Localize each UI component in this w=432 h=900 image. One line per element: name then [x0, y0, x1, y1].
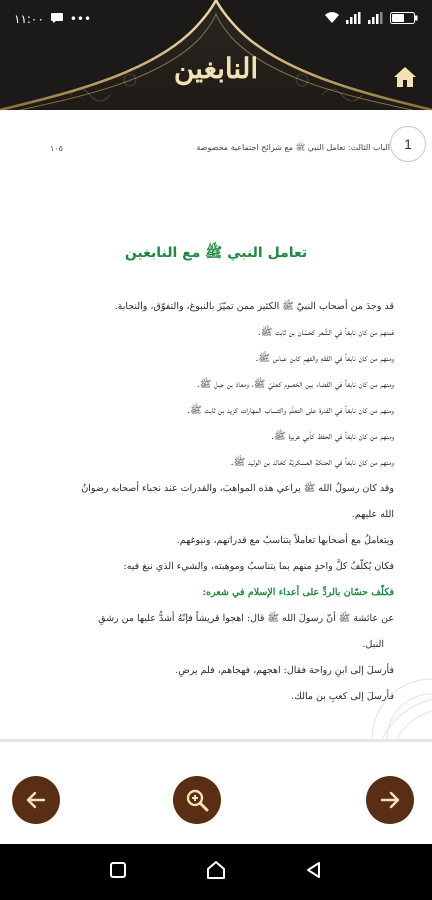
text-line: فأرسلَ إلى كعبِ بن مالك.	[291, 691, 394, 702]
text-line: عن عائشة ﷺ أنّ رسولَ الله ﷺ قال: اهجوا قريشاً فإنّهُ أشدُّ عليها من رشقِ	[98, 613, 394, 624]
signal-icon	[346, 12, 362, 27]
bottom-navigation	[0, 742, 432, 844]
home-button[interactable]	[392, 64, 418, 90]
chapter-header-text: الباب الثالث: تعامل النبي ﷺ مع شرائح اجتماعية مخصوصة	[196, 143, 390, 152]
text-line: ومنهم من كان نابغاً في القضاء بين الخصوم كعليّ ﷺ، ومعاذ بن جبل ﷺ.	[196, 379, 394, 390]
text-line: فمنهم من كان نابغاً في الشِّعر كحسّان بن ثابت ﷺ.	[257, 327, 394, 338]
text-line: ومنهم من كان نابغاً في الفقهِ والفهمِ كابنِ عباس ﷺ.	[255, 353, 394, 364]
text-line: ومنهم من كان نابغاً في القدرة على التعلّم واكتساب المهارات كزيد بن ثابت ﷺ.	[187, 405, 394, 416]
page-title: النابغين	[173, 52, 259, 85]
text-line: فكلّف حسّان بالردِّ على أعداء الإسلام في شعره:	[202, 587, 394, 598]
status-bar	[0, 0, 432, 38]
body-text	[34, 294, 394, 710]
book-page[interactable]	[0, 110, 432, 742]
next-page-button[interactable]	[366, 776, 414, 824]
page-number: ١٠٥	[50, 143, 63, 153]
arrow-right-icon	[378, 788, 402, 812]
text-line: فكان يُكلّفُ كلَّ واحدٍ منهم بما يتناسبُ وموهبته، والشيء الذي نبغ فيه:	[123, 561, 394, 572]
home-icon	[392, 64, 418, 90]
zoom-in-icon	[184, 787, 210, 813]
wifi-icon	[324, 12, 340, 27]
chat-icon	[50, 12, 64, 27]
app-header	[0, 0, 432, 110]
text-line: قد وجدَ من أصحاب النبيّ ﷺ الكثير ممن تميّزَ بالنبوغ، والتفوّق، والنجابة.	[114, 301, 394, 312]
system-home-button[interactable]	[206, 860, 226, 884]
text-line: ومنهم من كان نابغاً في الحفظ كأبي هريرة ﷺ.	[271, 431, 394, 442]
previous-page-button[interactable]	[12, 776, 60, 824]
back-button[interactable]	[305, 861, 323, 883]
zoom-button[interactable]	[173, 776, 221, 824]
back-triangle-icon	[305, 861, 323, 879]
text-line: وقد كان رسولُ الله ﷺ يراعي هذه المواهبَ، والقدرات عند نجباء أصحابه رضوانُ	[81, 483, 394, 494]
arrow-left-icon	[24, 788, 48, 812]
system-navigation-bar	[0, 844, 432, 900]
text-line: ويتعاملُ مع أصحابها تعاملاً يتناسبُ مع قدراتهم، ونبوغهم.	[176, 535, 394, 546]
corner-ornament	[362, 629, 432, 739]
home-outline-icon	[206, 860, 226, 880]
signal-icon-2	[368, 12, 384, 27]
text-line: الله عليهم.	[351, 509, 394, 520]
clock: ١١:٠٠	[14, 12, 44, 26]
status-right	[324, 11, 418, 28]
recents-button[interactable]	[109, 861, 127, 883]
text-line: ومنهم من كان نابغاً في الحنكةِ العسكريّة كخالد بن الوليد ﷺ.	[230, 457, 394, 468]
text-line: النبل.	[362, 639, 384, 650]
status-left	[14, 12, 91, 27]
running-header	[50, 142, 390, 154]
recents-icon	[109, 861, 127, 879]
section-title: تعامل النبي ﷺ مع النابغين	[124, 245, 308, 261]
text-line: فأرسلَ إلى ابنِ رواحة فقال: اهجهم، فهجاهم، فلم يرضِ.	[175, 665, 394, 676]
page-number-badge[interactable]: 1	[390, 126, 426, 162]
notification-dots: •••	[69, 12, 92, 26]
battery-icon	[390, 11, 418, 28]
